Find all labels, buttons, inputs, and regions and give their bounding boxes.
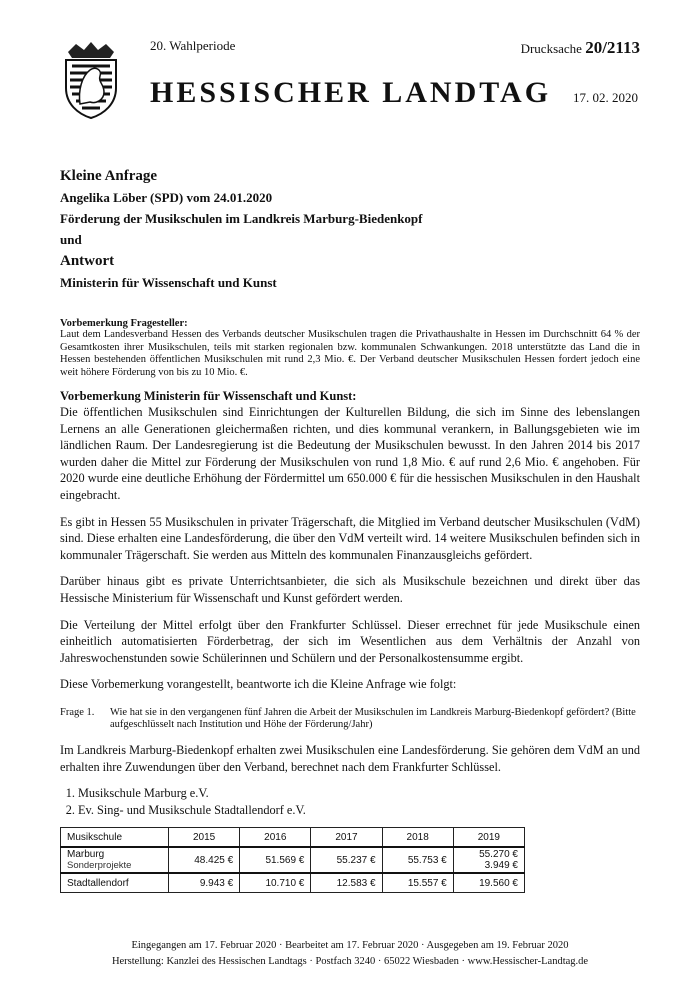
school-name: Stadtallendorf [61,873,169,893]
title-block [60,168,640,296]
landtag-title: HESSISCHER LANDTAG [150,76,552,109]
table-cell: 51.569 € [240,847,311,873]
drucksache-number: 20/2113 [585,38,640,57]
document-date: 17. 02. 2020 [573,90,638,105]
cell-value: 3.949 € [484,860,518,872]
vorbemerkung-fragesteller-text: Laut dem Landesverband Hessen des Verbands deutscher Musikschulen tragen die Privathaushalte in Hessen im Durchschnitt 64 % der Gesamtkosten ihrer Musikschulen, teils mit starken regionalen bzw. kommunalen Schwankungen. 2018 unterstützte das Land die in Hessen bestehenden öffentlichen Musikschulen mit rund 2,3 Mio. €. Der Verband deutscher Musikschulen Hessen fordert jedoch eine weit höhere Förderung von bis zu 10 Mio. €. [60,329,640,378]
table-cell [453,847,524,873]
table-header: 2018 [382,828,453,848]
table-header: 2015 [169,828,240,848]
footer [60,938,640,970]
vorbemerkung-ministerin-label: Vorbemerkung Ministerin für Wissenschaft und Kunst: [60,389,357,403]
list-item: 2. Ev. Sing- und Musikschule Stadtallendorf e.V. [78,802,640,819]
wahlperiode: 20. Wahlperiode [150,38,236,53]
frage-number: Frage 1. [60,706,95,718]
table-header: Musikschule [61,828,169,848]
table-cell: 12.583 € [311,873,382,893]
table-cell: 10.710 € [240,873,311,893]
table-cell [61,847,169,873]
kleine-anfrage-heading: Kleine Anfrage [60,168,158,184]
ministry-line: Ministerin für Wissenschaft und Kunst [60,275,277,290]
subject-line: Förderung der Musikschulen im Landkreis Marburg-Biedenkopf [60,211,423,226]
table-cell: 9.943 € [169,873,240,893]
list-item: 1. Musikschule Marburg e.V. [78,785,640,802]
table-row [61,847,525,873]
drucksache [521,38,640,58]
und-line: und [60,232,82,247]
antwort-heading: Antwort [60,253,115,269]
ministerin-paragraph: Die öffentlichen Musikschulen sind Einrichtungen der Kulturellen Bildung, die sich im Sinne des lebenslangen Lernens an alle Generationen gleichermaßen richten, und dies kommunal verankern, in Ballungsgebieten wie im ländlichen Raum. Der Landesregierung ist die Bedeutung der Musikschulen bewusst. In den Jahren 2014 bis 2017 wurden daher die Mittel zur Förderung der Musikschulen von rund 1,8 Mio. € auf rund 2,6 Mio. € angehoben. Für 2020 wurde eine deutliche Erhöhung der Fördermittel um 650.000 € für die hessischen Musikschulen in den Haushalt eingebracht. [60,405,640,502]
antwort-1-text: Im Landkreis Marburg-Biedenkopf erhalten zwei Musikschulen eine Landesförderung. Sie gehören dem VdM an und erhalten ihre Zuwendungen über den Verband, berechnet nach dem Frankfurter Schlüssel. [60,742,640,774]
vorbemerkung-fragesteller-label: Vorbemerkung Fragesteller: [60,318,188,329]
cell-value: 55.270 € [479,849,518,861]
frage-text: Wie hat sie in den vergangenen fünf Jahren die Arbeit der Musikschulen im Landkreis Marburg-Biedenkopf gefördert? (Bitte aufgeschlüsselt nach Institution und Höhe der Förderung/Jahr) [110,706,636,731]
table-header-row [61,828,525,848]
hessen-lion-crest-icon [60,40,122,120]
frage-1 [60,707,640,732]
footer-line-1: Eingegangen am 17. Februar 2020 · Bearbeitet am 17. Februar 2020 · Ausgegeben am 19. Februar 2020 [131,940,569,951]
table-cell: 55.237 € [311,847,382,873]
school-name: Marburg [67,849,105,861]
author-line: Angelika Löber (SPD) vom 24.01.2020 [60,190,273,205]
table-cell: 48.425 € [169,847,240,873]
table-row [61,873,525,893]
table-cell: 15.557 € [382,873,453,893]
school-list [60,785,640,819]
ministerin-paragraph: Darüber hinaus gibt es private Unterrichtsanbieter, die sich als Musikschule bezeichnen und direkt über das Hessische Ministerium für Wissenschaft und Kunst gefördert werden. [60,574,640,605]
school-subline: Sonderprojekte [67,860,132,872]
ministerin-paragraph: Diese Vorbemerkung vorangestellt, beantworte ich die Kleine Anfrage wie folgt: [60,677,457,692]
table-header: 2016 [240,828,311,848]
ministerin-paragraph: Es gibt in Hessen 55 Musikschulen in privater Trägerschaft, die Mitglied im Verband deutscher Musikschulen (VdM) sind. Diese erhalten eine Landesförderung, die über den VdM verteilt wird. 14 weitere Musikschulen befinden sich in kommunaler Trägerschaft. Sie werden aus Mitteln des kommunalen Finanzausgleichs gefördert. [60,514,640,562]
table-cell: 55.753 € [382,847,453,873]
footer-line-2: Herstellung: Kanzlei des Hessischen Landtags · Postfach 3240 · 65022 Wiesbaden · www.Hessischer-Landtag.de [111,956,589,967]
ministerin-paragraph: Die Verteilung der Mittel erfolgt über den Frankfurter Schlüssel. Dieser errechnet für jede Musikschule einen einheitlich automatisierten Förderbetrag, der sich im Wesentlichen aus dem Verhältnis der Anzahl von Jahreswochenstunden sowie Schülerinnen und Schülern und der Personalkostensumme ergibt. [60,617,640,665]
drucksache-label: Drucksache [520,41,582,56]
table-header: 2017 [311,828,382,848]
main-content [60,318,640,893]
funding-table [60,827,525,893]
table-header: 2019 [453,828,524,848]
table-cell: 19.560 € [453,873,524,893]
